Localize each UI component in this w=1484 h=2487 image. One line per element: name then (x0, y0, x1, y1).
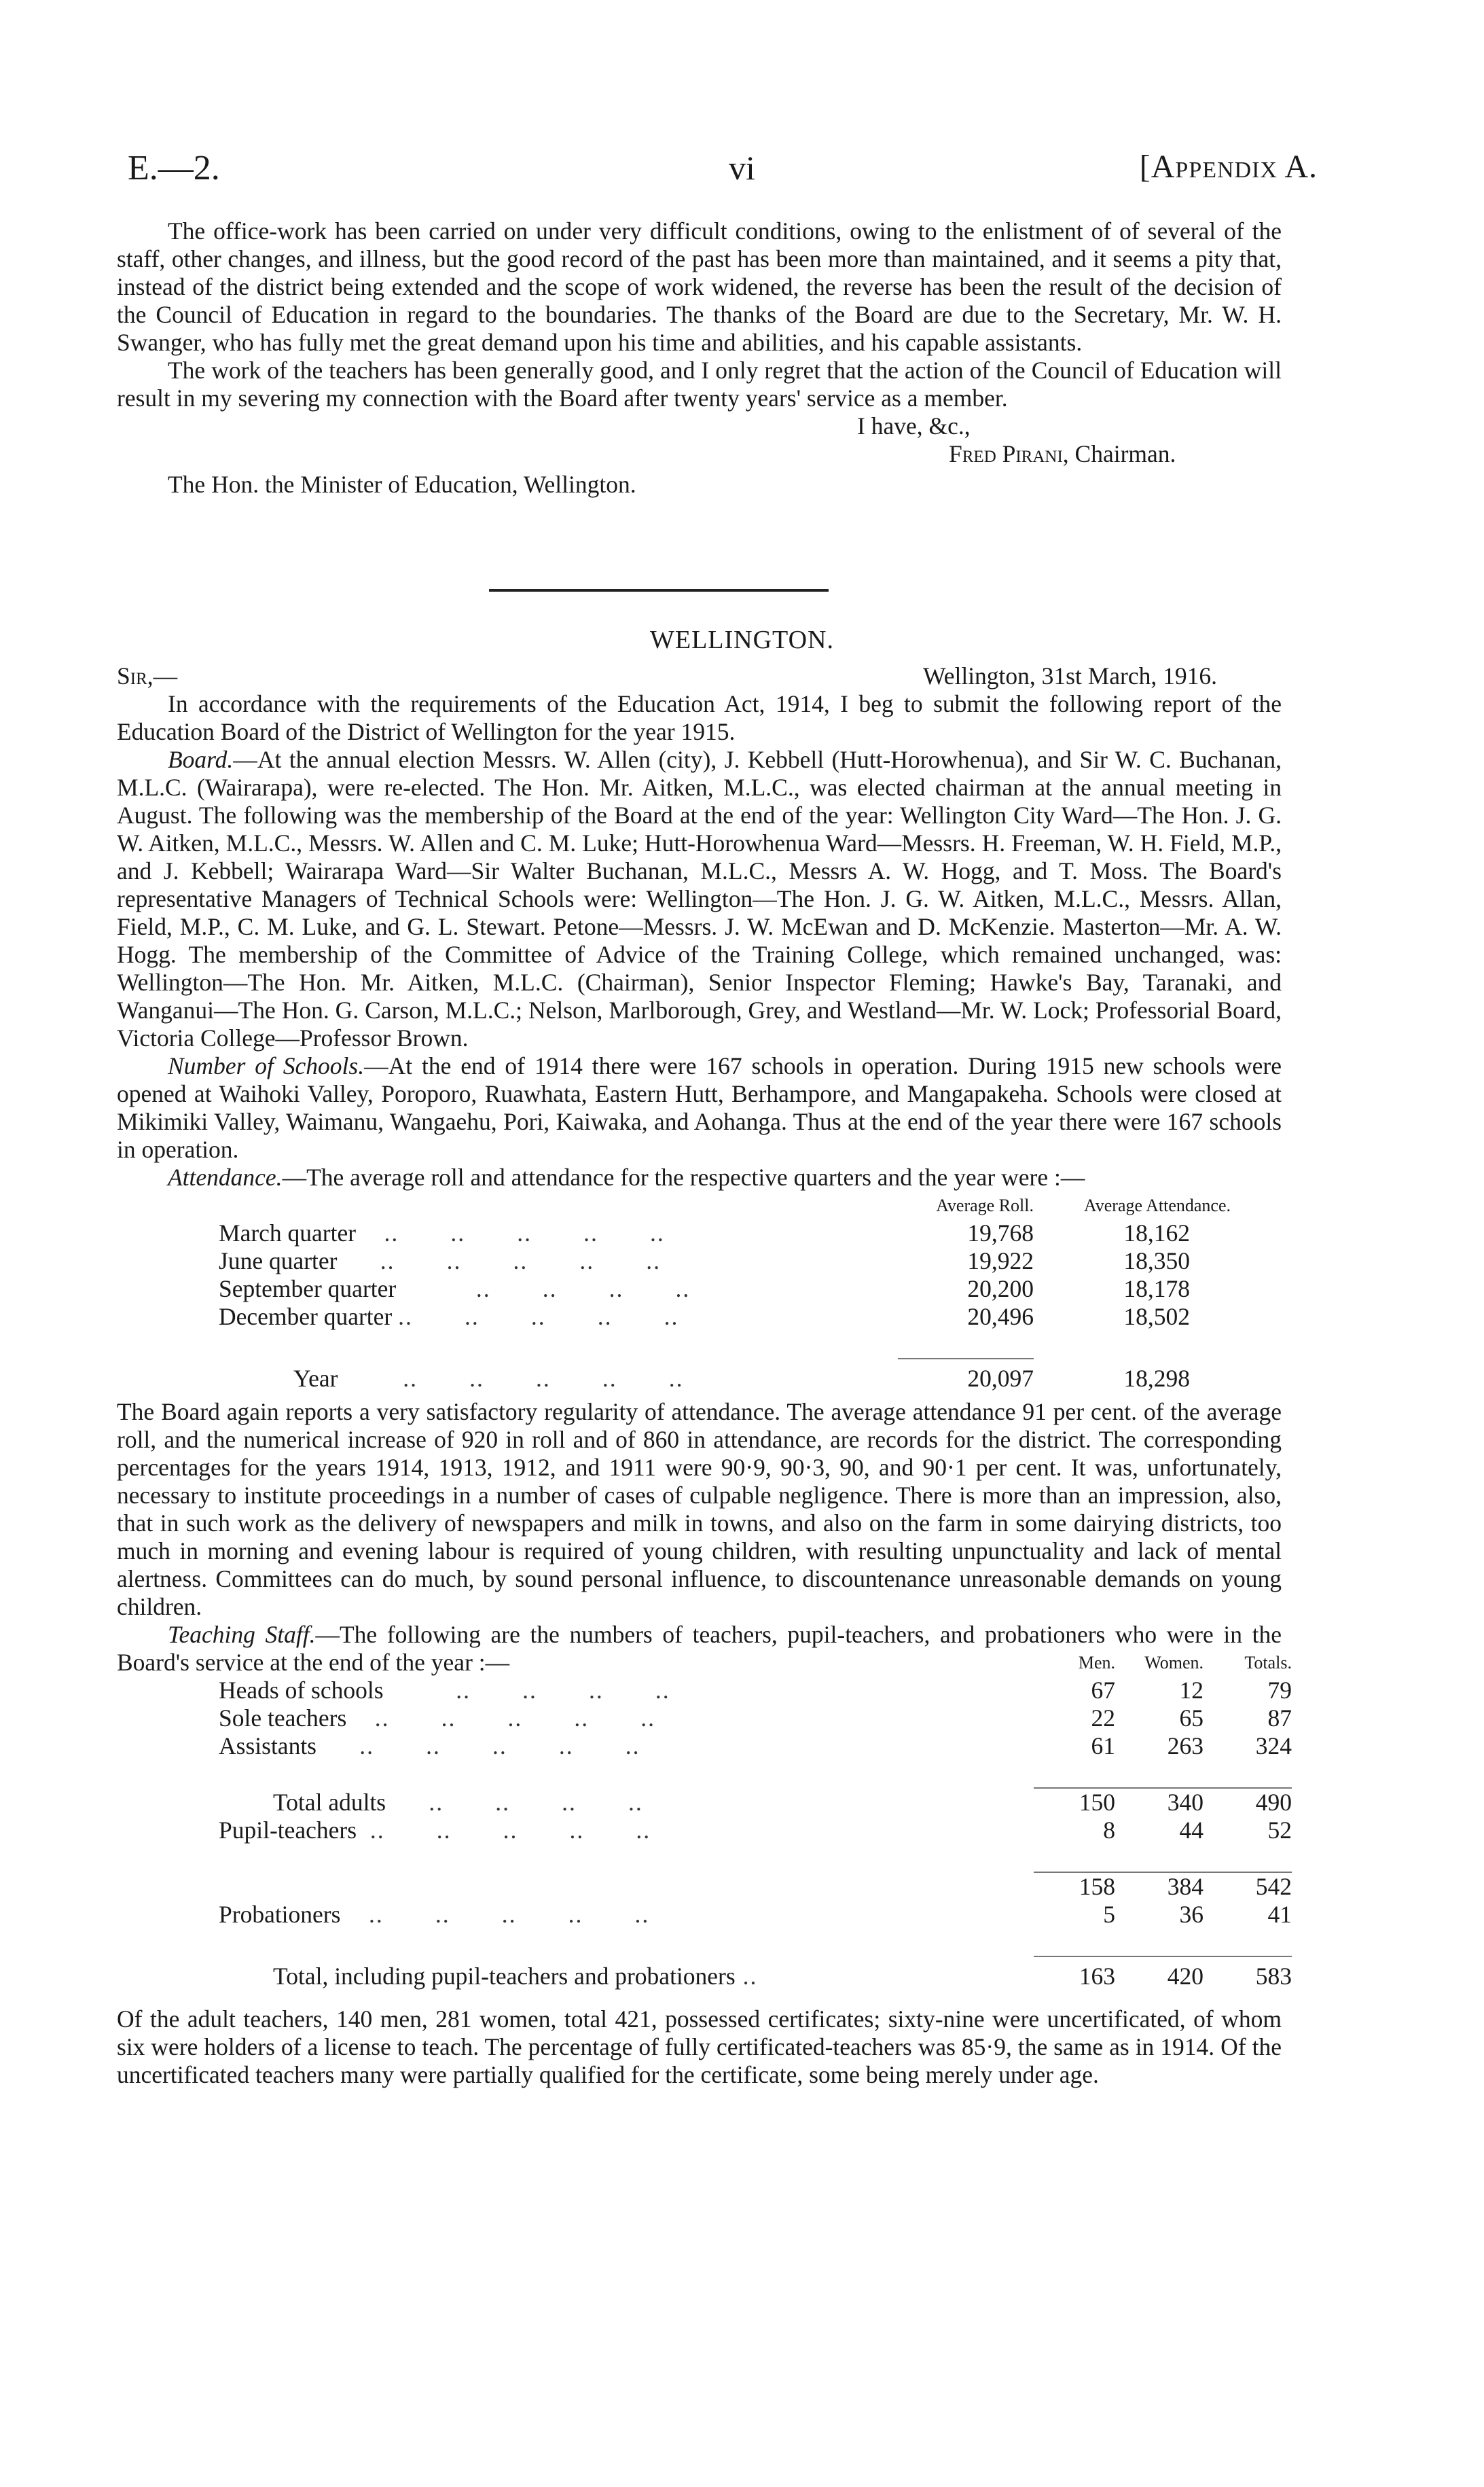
closing-paragraph: Of the adult teachers, 140 men, 281 women, total 421, possessed certificates; sixty-nine were uncertificated, of whom six were holders of a license to teach. The percentage of fully certificated-teachers was 85·9, the same as in 1914. Of the uncertificated teachers many were partially qualified for the certificate, some being merely under age. (117, 2005, 1282, 2088)
signatory-role: Chairman. (1074, 440, 1176, 467)
table-cell: 490 (1255, 1789, 1292, 1816)
table-cell: 384 (1167, 1873, 1204, 1900)
table-row (219, 1275, 1231, 1303)
table-cell: 19,922 (967, 1247, 1034, 1274)
table-cell: 19,768 (967, 1219, 1034, 1247)
table-cell: 20,200 (967, 1275, 1034, 1302)
table-row (219, 1677, 1292, 1704)
row-label: Year .. .. .. .. .. (293, 1365, 684, 1392)
table-cell: 18,162 (1123, 1219, 1190, 1247)
column-header: Men. (1078, 1653, 1115, 1672)
attendance-discussion: The Board again reports a very satisfactory regularity of attendance. The average attendance 91 per cent. of the average roll, and the numerical increase of 920 in roll and of 860 in attendance, are records for the district. The corresponding percentages for the years 1914, 1913, 1912, and 1911 were 90·9, 90·3, 90, and 90·1 per cent. It was, unfortunately, necessary to institute proceedings in a number of cases of culpable negligence. There is more than an impression, also, that in such work as the delivery of newspapers and milk in towns, and also on the farm in some dairying districts, too much in morning and evening labour is required of young children, with resulting unpunctuality and lack of mental alertness. Committees can do much, by sound personal influence, to discountenance unreasonable demands on young children. (117, 1398, 1282, 1620)
row-label: Sole teachers .. .. .. .. .. (219, 1704, 656, 1732)
wellington-report (117, 662, 1292, 2089)
table-cell: 5 (1103, 1901, 1115, 1928)
column-header: Women. (1144, 1653, 1204, 1672)
row-label: September quarter .. .. .. .. (219, 1275, 691, 1302)
column-header: Average Roll. (936, 1196, 1034, 1215)
table-cell: 18,178 (1123, 1275, 1190, 1302)
staff-table (219, 1649, 1292, 1990)
column-header: Totals. (1244, 1653, 1292, 1672)
row-label: Probationers .. .. .. .. .. (219, 1901, 650, 1928)
table-cell: 18,502 (1123, 1303, 1190, 1330)
row-label: June quarter .. .. .. .. .. (219, 1247, 661, 1274)
table-row (219, 1359, 1231, 1393)
sign-off: I have, &c., (857, 412, 971, 440)
attendance-text: —The average roll and attendance for the respective quarters and the year were :— (282, 1164, 1085, 1191)
signatory-name: Fred Pirani, (949, 440, 1069, 467)
table-cell: 150 (1079, 1789, 1115, 1816)
attendance-heading: Attendance. (168, 1164, 283, 1191)
attendance-table (219, 1192, 1231, 1393)
paragraph: The office-work has been carried on under very difficult conditions, owing to the enlistment of of several of the staff, other changes, and illness, but the good record of the past has been more than maintained, and it seems a pity that, instead of the district being extended and the scope of work widened, the reverse has been the result of the decision of the Council of Education in regard to the boundaries. The thanks of the Board are due to the Secretary, Mr. W. H. Swanger, who has fully met the great demand upon his time and abilities, and his capable assistants. (117, 217, 1282, 356)
table-cell: 12 (1179, 1677, 1204, 1704)
table-cell: 20,496 (967, 1303, 1034, 1330)
signature-line (117, 440, 1282, 468)
row-label: Total adults .. .. .. .. (273, 1789, 643, 1816)
table-cell: 324 (1255, 1732, 1292, 1759)
page-number: vi (729, 149, 755, 187)
table-cell: 18,298 (1123, 1365, 1190, 1392)
opening-paragraph: In accordance with the requirements of the Education Act, 1914, I beg to submit the following report of the Education Board of the District of Wellington for the year 1915. (117, 690, 1282, 745)
board-text: —At the annual election Messrs. W. Allen (city), J. Kebbell (Hutt-Horowhenua), and Sir W. C. Buchanan, M.L.C. (Wairarapa), were re-elected. The Hon. Mr. Aitken, M.L.C., was elected chairman at the annual meeting in August. The following was the membership of the Board at the end of the year: Wellington City Ward—The Hon. J. G. W. Aitken, M.L.C., Messrs. W. Allen and C. M. Luke; Hutt-Horowhenua Ward—Messrs. H. Freeman, W. H. Field, M.P., and J. Kebbell; Wairarapa Ward—Sir Walter Buchanan, M.L.C., Messrs A. W. Hogg, and T. Moss. The Board's representative Managers of Technical Schools were: Wellington—The Hon. J. G. W. Aitken, M.L.C., Messrs. Allan, Field, M.P., C. M. Luke, and G. L. Stewart. Petone—Messrs. J. W. McEwan and D. McKenzie. Masterton—Mr. A. W. Hogg. The membership of the Committee of Advice of the Training College, which remained unchanged, was: Wellington—The Hon. Mr. Aitken, M.L.C. (Chairman), Senior Inspector Fleming; Hawke's Bay, Taranaki, and Wanganui—The Hon. G. Carson, M.L.C.; Nelson, Marlborough, Grey, and Westland—Mr. W. Lock; Professorial Board, Victoria College—Professor Brown. (117, 746, 1282, 1052)
table-cell: 8 (1103, 1817, 1115, 1844)
row-label: Assistants .. .. .. .. .. (219, 1732, 640, 1759)
row-label: March quarter .. .. .. .. .. (219, 1219, 665, 1247)
table-cell: 65 (1179, 1704, 1204, 1732)
table-cell: 163 (1079, 1963, 1115, 1990)
salutation: Sir,— (117, 662, 178, 690)
table-cell: 41 (1267, 1901, 1292, 1928)
table-header-row (219, 1192, 1231, 1219)
table-row (219, 1303, 1231, 1331)
table-cell: 52 (1267, 1817, 1292, 1844)
section-divider (489, 589, 829, 592)
table-cell: 44 (1179, 1817, 1204, 1844)
report-code: E.—2. (128, 149, 220, 187)
row-label: Heads of schools .. .. .. .. (219, 1677, 670, 1704)
table-cell: 61 (1091, 1732, 1115, 1759)
staff-text: —The following are the numbers of teachers, pupil-teachers, and probationers who were in the Board's service at the end of the year :— (117, 1621, 1282, 1676)
row-label: Total, including pupil-teachers and probationers .. (273, 1963, 758, 1990)
paragraph: The work of the teachers has been generally good, and I only regret that the action of the Council of Education will result in my severing my connection with the Board after twenty years' service as a member. (117, 357, 1282, 412)
row-label: Pupil-teachers .. .. .. .. .. (219, 1817, 651, 1844)
board-paragraph (117, 746, 1282, 1052)
table-row (219, 1956, 1292, 1990)
table-cell: 20,097 (967, 1365, 1034, 1392)
attendance-intro (117, 1164, 1282, 1192)
table-row (219, 1704, 1292, 1732)
table-cell: 158 (1079, 1873, 1115, 1900)
table-cell: 340 (1167, 1789, 1204, 1816)
schools-paragraph (117, 1052, 1282, 1164)
addressee: The Hon. the Minister of Education, Wellington. (168, 471, 636, 498)
staff-heading: Teaching Staff. (168, 1621, 316, 1648)
appendix-label: [Appendix A. (1139, 149, 1318, 185)
table-cell: 87 (1267, 1704, 1292, 1732)
table-cell: 583 (1255, 1963, 1292, 1990)
schools-heading: Number of Schools. (168, 1052, 365, 1079)
table-cell: 79 (1267, 1677, 1292, 1704)
table-cell: 36 (1179, 1901, 1204, 1928)
table-row (219, 1219, 1231, 1247)
salutation-line (117, 662, 1282, 690)
row-label: December quarter .. .. .. .. .. (219, 1303, 679, 1330)
table-row (219, 1901, 1292, 1929)
schools-text: —At the end of 1914 there were 167 schools in operation. During 1915 new schools were opened at Waihoki Valley, Poroporo, Ruawhata, Eastern Hutt, Berhampore, and Mangapakeha. Schools were closed at Mikimiki Valley, Waimanu, Wangaehu, Pori, Kaiwaka, and Aohanga. Thus at the end of the year there were 167 schools in operation. (117, 1052, 1282, 1163)
table-row (219, 1788, 1292, 1817)
page-header (0, 148, 1484, 196)
column-header: Average Attendance. (1083, 1196, 1231, 1215)
table-row (219, 1247, 1231, 1275)
board-heading: Board. (168, 746, 234, 773)
table-row (219, 1872, 1292, 1901)
table-cell: 22 (1091, 1704, 1115, 1732)
table-cell: 18,350 (1123, 1247, 1190, 1274)
section-title: WELLINGTON. (650, 626, 834, 654)
table-cell: 420 (1167, 1963, 1204, 1990)
dateline: Wellington, 31st March, 1916. (923, 662, 1217, 690)
table-cell: 263 (1167, 1732, 1204, 1759)
table-row (219, 1817, 1292, 1844)
table-cell: 542 (1255, 1873, 1292, 1900)
table-cell: 67 (1091, 1677, 1115, 1704)
intro-section (117, 217, 1282, 499)
table-row (219, 1732, 1292, 1760)
